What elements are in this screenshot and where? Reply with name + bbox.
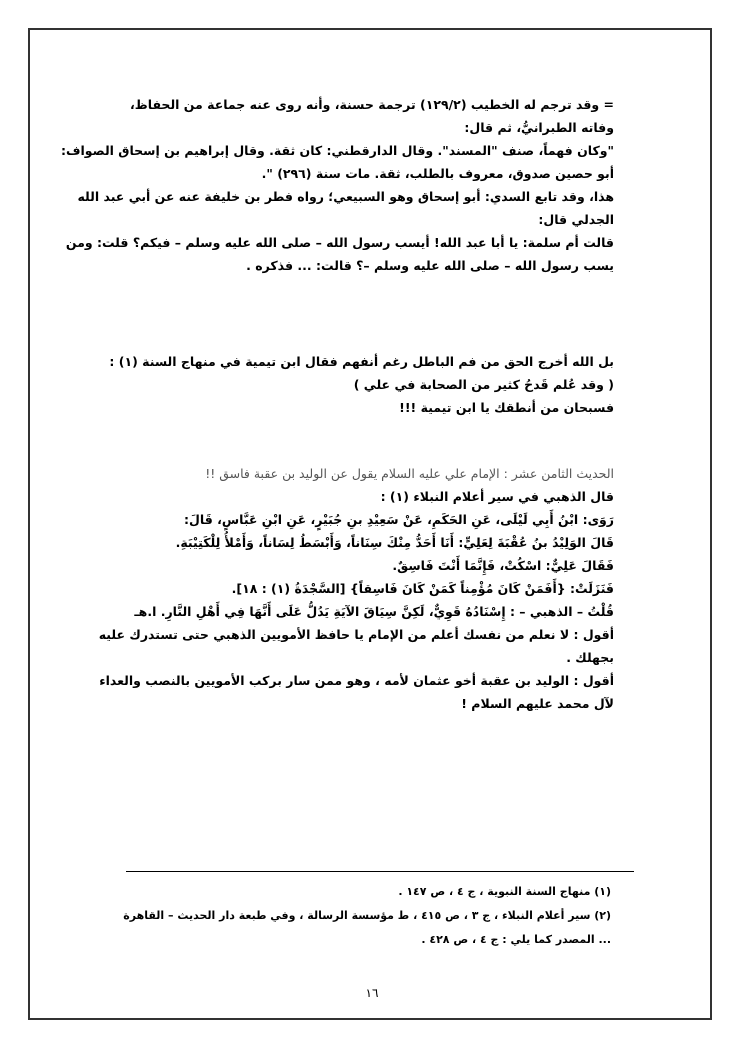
text-line: الجدلي قال: <box>538 212 614 227</box>
footnote-2: (٢) سير أعلام النبلاء ، ج ٣ ، ص ٤١٥ ، ط مؤسسة الرسالة ، وفي طبعة دار الحديث – القاهرة <box>123 909 611 922</box>
text-line: فسبحان من أنطقك يا ابن تيمية !!! <box>399 400 614 415</box>
text-line: وفاته الطبرانيُّ، ثم قال: <box>464 120 614 135</box>
text-line: لآل محمد عليهم السلام ! <box>461 696 614 711</box>
text-line: قالت أم سلمة: يا أبا عبد الله! أيسب رسول الله – صلى الله عليه وسلم – فيكم؟ قلت: ومن <box>65 235 614 250</box>
section-heading: الحديث الثامن عشر : الإمام علي عليه السلام يقول عن الوليد بن عقبة فاسق !! <box>205 466 614 481</box>
paragraph-1 <box>60 93 614 277</box>
text-line: بل الله أخرج الحق من فم الباطل رغم أنفهم فقال ابن تيمية في منهاج السنة (١) : <box>109 354 614 369</box>
text-line: رَوَى: ابْنُ أَبِي لَيْلَى، عَنِ الحَكَمِ، عَنْ سَعِيْدِ بنِ جُبَيْرٍ، عَنِ ابْنِ عَبَّاسٍ، قَالَ: <box>184 512 614 527</box>
text-line: فَنَزَلَتْ: {أَفَمَنْ كَانَ مُؤْمِناً كَمَنْ كَانَ فَاسِقاً} [السَّجْدَةُ (١) : ١٨]. <box>231 581 614 596</box>
text-line: بجهلك . <box>566 650 614 665</box>
text-line: "وكان فهماً، صنف "المسند". وقال الدارقطني: كان ثقة. وقال إبراهيم بن إسحاق الصواف: <box>60 143 614 158</box>
footnote-2-continuation: ... المصدر كما يلي : ج ٤ ، ص ٤٢٨ . <box>421 933 611 946</box>
footnotes <box>123 880 611 952</box>
footnote-1: (١) منهاج السنة النبوية ، ج ٤ ، ص ١٤٧ . <box>398 885 611 898</box>
quote-line: ( وقد عُلم قَدحُ كثير من الصحابة في علي ) <box>353 377 614 392</box>
paragraph-2 <box>109 350 614 419</box>
text-line: = وقد ترجم له الخطيب (١٢٩/٢) ترجمة حسنة، وأنه روى عنه جماعة من الحفاظ، <box>130 97 614 112</box>
text-line: أقول : لا نعلم من نفسك أعلم من الإمام يا حافظ الأمويين الذهبي حتى تستدرك عليه <box>98 627 614 642</box>
text-line: قُلْتُ – الذهبي – : إِسْنَادُهُ قَوِيٌّ، لَكِنَّ سِيَاقَ الآيَةِ يَدُلُّ عَلَى أَنَّهَا فِي أَهْلِ النَّارِ. ا.هـ <box>134 604 614 619</box>
text-line: أقول : الوليد بن عقبة أخو عثمان لأمه ، وهو ممن سار بركب الأمويين بالنصب والعداء <box>99 673 614 688</box>
text-line: أبو حصين صدوق، معروف بالطلب، ثقة. مات سنة (٢٩٦) ". <box>261 166 614 181</box>
text-line: فَقَالَ عَلِيٌّ: اسْكُتْ، فَإِنَّمَا أَنْتَ فَاسِقٌ. <box>392 558 614 573</box>
page-number: ١٦ <box>365 986 379 1000</box>
text-line: قال الذهبي في سير أعلام النبلاء (١) : <box>380 489 614 504</box>
text-line: هذا، وقد تابع السدي: أبو إسحاق وهو السبيعي؛ رواه فطر بن خليفة عنه عن أبي عبد الله <box>77 189 614 204</box>
text-line: يسب رسول الله – صلى الله عليه وسلم –؟ قالت: ... فذكره . <box>246 258 614 273</box>
text-line: قَالَ الوَلِيْدُ بنُ عُقْبَةَ لِعَلِيٍّ: أَنَا أَحَدُّ مِنْكَ سِنَاناً، وَأَبْسَطُ لِسَاناً، وَأَمْلأُ لِلْكَتِيْبَةِ. <box>175 535 614 550</box>
footnote-divider <box>126 871 634 872</box>
paragraph-3 <box>98 462 614 715</box>
